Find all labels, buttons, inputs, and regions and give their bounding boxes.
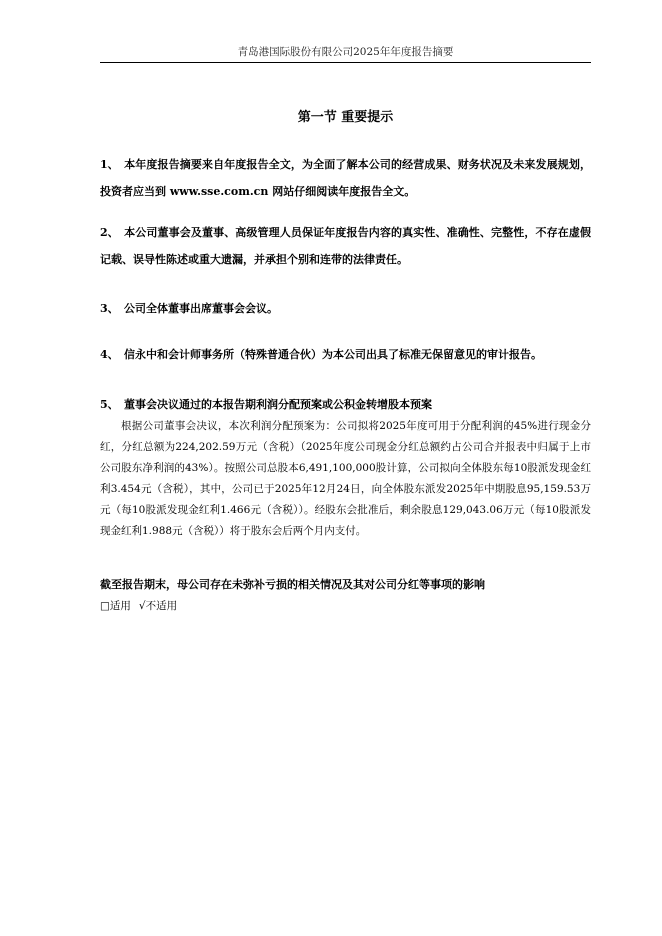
section-title: 第一节 重要提示 <box>297 110 394 125</box>
notice-item-4 <box>100 341 591 368</box>
notice-item-1 <box>100 151 591 205</box>
dividend-plan-paragraph: 根据公司董事会决议，本次利润分配预案为：公司拟将2025年度可用于分配利润的45%进行现金分红，分红总额为224,202.59万元（含税）（2025年度公司现金分红总额约占公司合并报表中归属于上市公司股东净利润的43%）。按照公司总股本6,491,100,000股计算，公司拟向全体股东每10股派发现金红利3.454元（含税），其中，公司已于2025年12月24日，向全体股东派发2025年中期股息95,159.53万元（每10股派发现金红利1.466元（含税））。经股东会批准后，剩余股息129,043.06万元（每10股派发现金红利1.988元（含税））将于股东会后两个月内支付。 <box>100 420 591 537</box>
item-number: 4、 <box>100 348 119 361</box>
item-text: 公司全体董事出席董事会会议。 <box>124 302 278 315</box>
item-number: 3、 <box>100 302 119 315</box>
item-number: 1、 <box>100 158 119 171</box>
option-applicable: □适用 <box>100 600 131 612</box>
item-text: 本公司董事会及董事、高级管理人员保证年度报告内容的真实性、准确性、完整性，不存在虚假记载、误导性陈述或重大遗漏，并承担个别和连带的法律责任。 <box>100 226 591 266</box>
item-number: 2、 <box>100 226 119 239</box>
notice-item-3 <box>100 295 591 322</box>
item-text: 信永中和会计师事务所（特殊普通合伙）为本公司出具了标准无保留意见的审计报告。 <box>124 348 542 361</box>
header-divider <box>100 62 591 63</box>
item-text: 董事会决议通过的本报告期利润分配预案或公积金转增股本预案 <box>124 398 432 411</box>
page-header: 青岛港国际股份有限公司2025年年度报告摘要 <box>237 46 454 58</box>
loss-section-title: 截至报告期末，母公司存在未弥补亏损的相关情况及其对公司分红等事项的影响 <box>100 578 485 591</box>
item-number: 5、 <box>100 398 119 411</box>
notice-item-5 <box>100 391 591 418</box>
notice-item-2 <box>100 219 591 273</box>
applicability-options <box>100 598 591 614</box>
option-not-applicable: √不适用 <box>138 600 178 612</box>
item-text: 本年度报告摘要来自年度报告全文，为全面了解本公司的经营成果、财务状况及未来发展规划，投资者应当到 www.sse.com.cn 网站仔细阅读年度报告全文。 <box>100 158 591 198</box>
